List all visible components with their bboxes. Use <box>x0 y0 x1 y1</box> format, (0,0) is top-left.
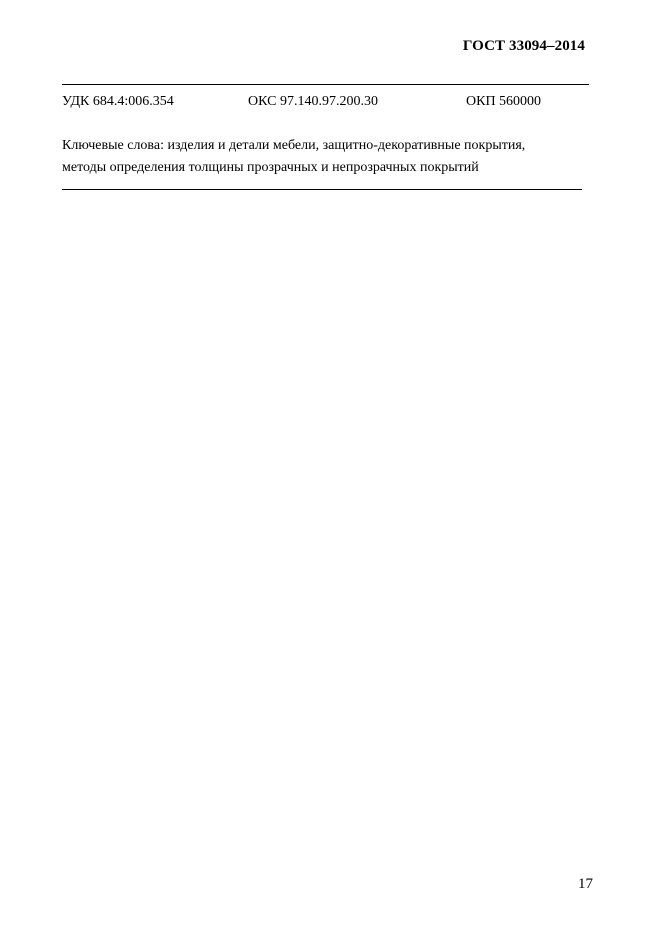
top-divider <box>62 84 589 85</box>
okp-code: ОКП 560000 <box>466 94 542 109</box>
standard-code-header: ГОСТ 33094–2014 <box>462 38 585 54</box>
oks-code: ОКС 97.140.97.200.30 <box>248 94 378 109</box>
udk-code: УДК 684.4:006.354 <box>62 94 174 109</box>
page-number: 17 <box>578 876 593 892</box>
keywords-block <box>62 135 592 179</box>
keywords-line-2: методы определения толщины прозрачных и непрозрачных покрытий <box>62 160 479 175</box>
bottom-divider <box>62 189 582 190</box>
keywords-line-1: Ключевые слова: изделия и детали мебели, защитно-декоративные покрытия, <box>62 138 526 153</box>
classifier-codes-row <box>62 94 589 114</box>
